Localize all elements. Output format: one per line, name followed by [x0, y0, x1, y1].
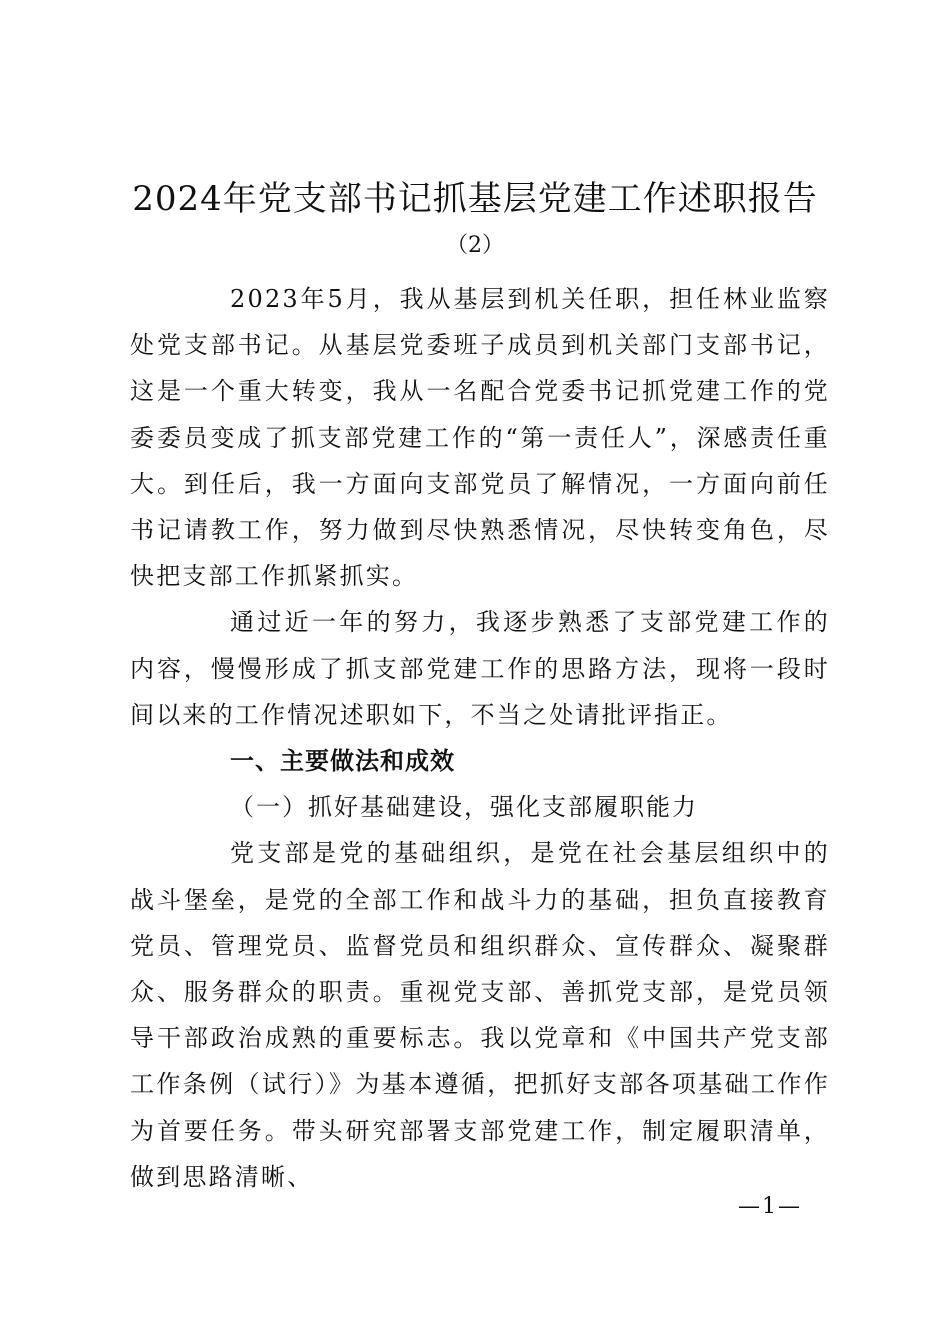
paragraph-2: 通过近一年的努力，我逐步熟悉了支部党建工作的内容，慢慢形成了抓支部党建工作的思路方法，现将一段时间以来的工作情况述职如下，不当之处请批评指正。 — [130, 608, 830, 729]
page-number: —1— — [738, 1194, 802, 1219]
section-heading: 一、主要做法和成效 — [230, 747, 455, 776]
paragraph-3: 党支部是党的基础组织，是党在社会基层组织中的战斗堡垒，是党的全部工作和战斗力的基础，担负直接教育党员、管理党员、监督党员和组织群众、宣传群众、凝聚群众、服务群众的职责。重视党支部、善抓党支部，是党员领导干部政治成熟的重要标志。我以党章和《中国共产党支部工作条例（试行）》为基本遵循，把抓好支部各项基础工作作为首要任务。带头研究部署支部党建工作，制定履职清单，做到思路清晰、 — [130, 839, 830, 1191]
subsection-heading: （一）抓好基础建设，强化支部履职能力 — [230, 793, 698, 822]
document-body — [130, 276, 830, 1200]
document-subtitle: （2） — [446, 233, 504, 258]
document-title: 2024年党支部书记抓基层党建工作述职报告 — [132, 179, 818, 219]
paragraph-1: 2023年5月，我从基层到机关任职，担任林业监察处党支部书记。从基层党委班子成员到机关部门支部书记，这是一个重大转变，我从一名配合党委书记抓党建工作的党委委员变成了抓支部党建工作的“第一责任人”，深感责任重大。到任后，我一方面向支部党员了解情况，一方面向前任书记请教工作，努力做到尽快熟悉情况，尽快转变角色，尽快把支部工作抓紧抓实。 — [130, 285, 830, 591]
